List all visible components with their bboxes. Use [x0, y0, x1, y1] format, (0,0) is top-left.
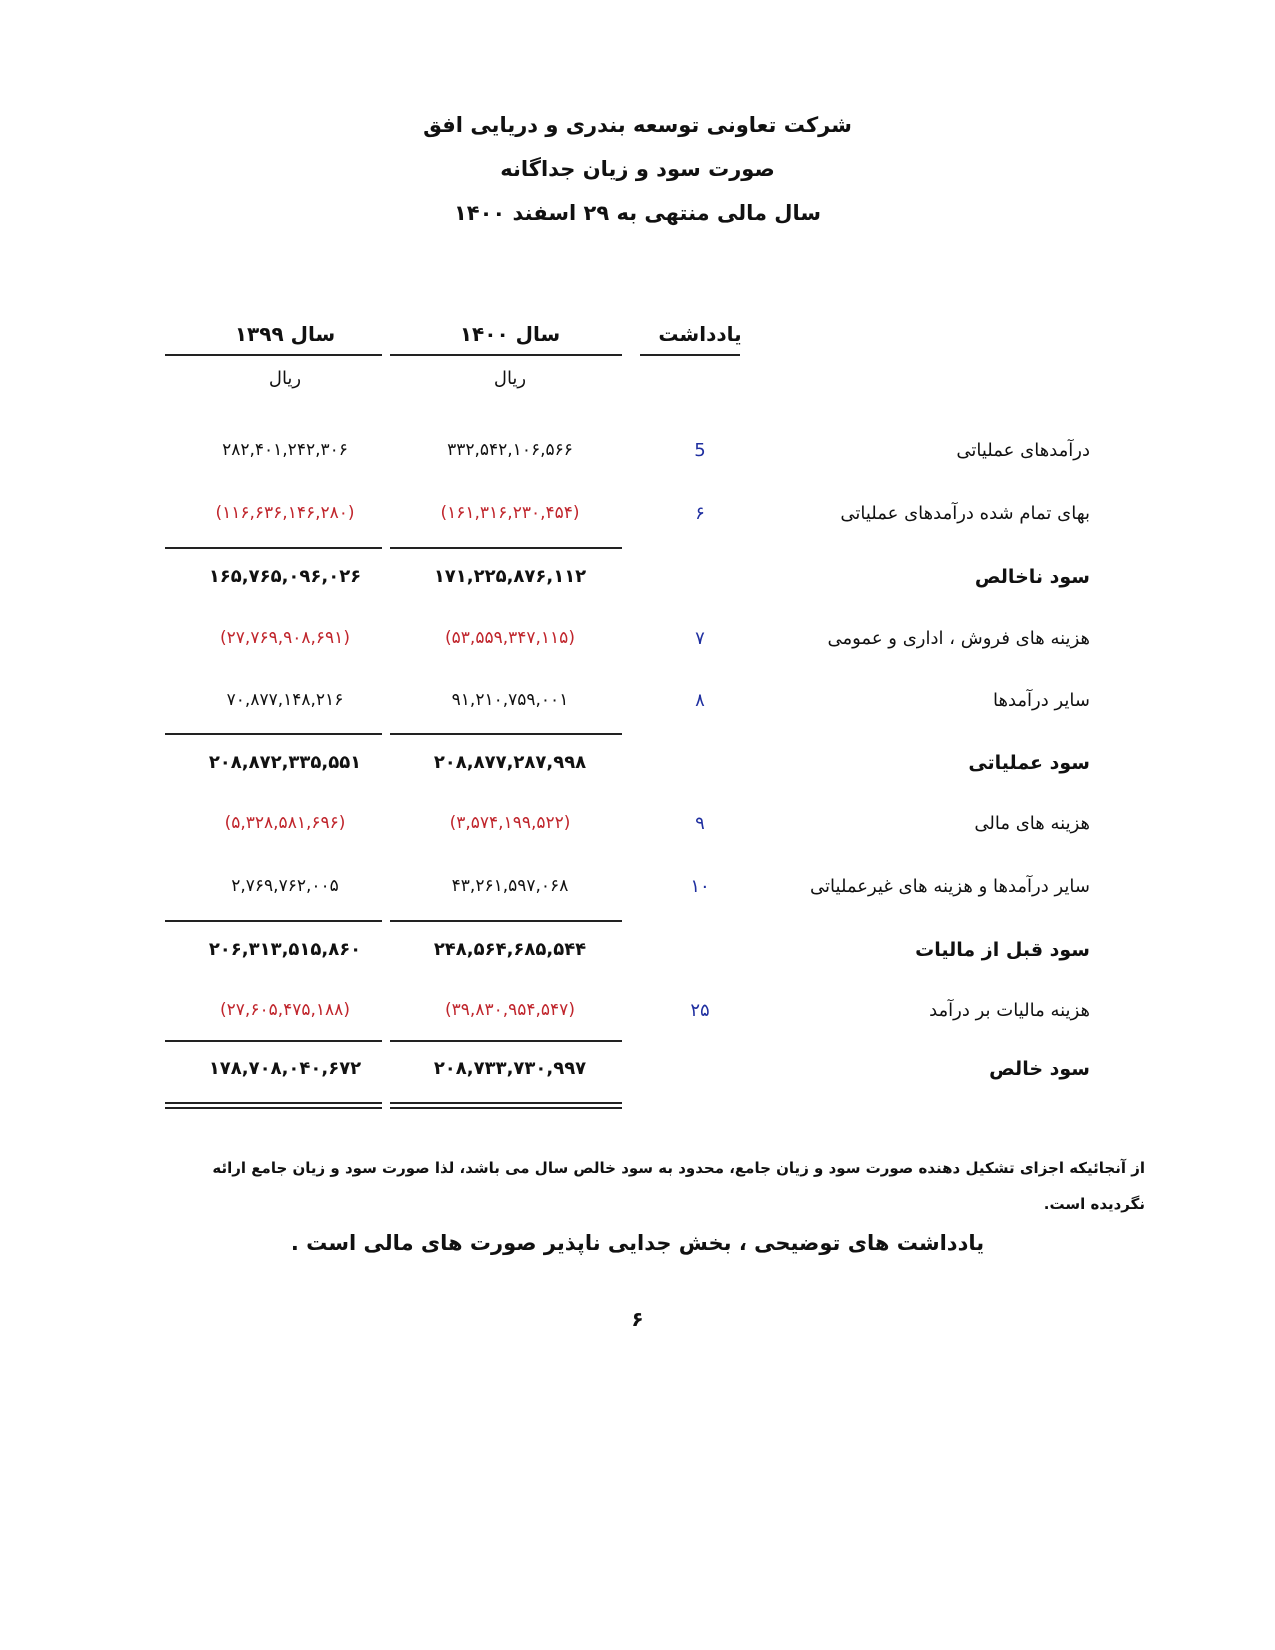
row-value-1400-selling-admin-expenses: (۵۳,۵۵۹,۳۴۷,۱۱۵) [445, 628, 575, 648]
row-label-operating-revenue: درآمدهای عملیاتی [956, 440, 1090, 461]
subtotal-rule-1399 [165, 733, 382, 735]
statement-title: صورت سود و زیان جداگانه [500, 157, 775, 181]
note-column-header: یادداشت [658, 322, 742, 346]
row-note-non-operating: ۱۰ [690, 876, 710, 897]
row-label-profit-before-tax: سود قبل از مالیات [915, 939, 1090, 961]
subtotal-rule-1399 [165, 547, 382, 549]
row-value-1400-non-operating: ۴۳,۲۶۱,۵۹۷,۰۶۸ [451, 876, 569, 896]
subtotal-rule-1399 [165, 920, 382, 922]
row-label-non-operating: سایر درآمدها و هزینه های غیرعملیاتی [810, 876, 1090, 897]
row-value-1399-other-income: ۷۰,۸۷۷,۱۴۸,۲۱۶ [226, 690, 344, 710]
row-value-1400-income-tax: (۳۹,۸۳۰,۹۵۴,۵۴۷) [445, 1000, 575, 1020]
year-1399-unit: ریال [268, 368, 302, 389]
total-double-rule-1400 [390, 1102, 622, 1109]
row-label-operating-profit: سود عملیاتی [968, 752, 1090, 774]
row-note-other-income: ۸ [695, 690, 705, 711]
notes-statement: یادداشت های توضیحی ، بخش جدایی ناپذیر صورت های مالی است . [290, 1231, 985, 1255]
row-value-1400-operating-profit: ۲۰۸,۸۷۷,۲۸۷,۹۹۸ [433, 752, 587, 773]
subtotal-rule-1399 [165, 1040, 382, 1042]
subtotal-rule-1400 [390, 733, 622, 735]
row-value-1399-finance-costs: (۵,۳۲۸,۵۸۱,۶۹۶) [224, 813, 346, 833]
row-value-1400-finance-costs: (۳,۵۷۴,۱۹۹,۵۲۲) [449, 813, 571, 833]
row-label-gross-profit: سود ناخالص [974, 566, 1090, 588]
row-value-1399-income-tax: (۲۷,۶۰۵,۴۷۵,۱۸۸) [220, 1000, 350, 1020]
row-value-1399-net-profit: ۱۷۸,۷۰۸,۰۴۰,۶۷۲ [208, 1058, 362, 1079]
period-title: سال مالی منتهی به ۲۹ اسفند ۱۴۰۰ [453, 201, 822, 225]
row-note-finance-costs: ۹ [695, 813, 705, 834]
page-number: ۶ [631, 1307, 644, 1331]
row-note-selling-admin-expenses: ۷ [695, 628, 705, 649]
note-header-rule [640, 354, 740, 356]
row-value-1399-selling-admin-expenses: (۲۷,۷۶۹,۹۰۸,۶۹۱) [220, 628, 350, 648]
row-value-1400-profit-before-tax: ۲۴۸,۵۶۴,۶۸۵,۵۴۴ [433, 939, 587, 960]
row-value-1399-non-operating: ۲,۷۶۹,۷۶۲,۰۰۵ [231, 876, 339, 896]
year-1400-unit: ریال [493, 368, 527, 389]
year-1399-header-rule [165, 354, 382, 356]
subtotal-rule-1400 [390, 920, 622, 922]
year-1400-header-rule [390, 354, 622, 356]
row-value-1399-operating-profit: ۲۰۸,۸۷۲,۳۳۵,۵۵۱ [208, 752, 362, 773]
row-value-1400-cost-of-revenue: (۱۶۱,۳۱۶,۲۳۰,۴۵۴) [440, 503, 580, 523]
row-value-1399-gross-profit: ۱۶۵,۷۶۵,۰۹۶,۰۲۶ [208, 566, 362, 587]
row-label-income-tax: هزینه مالیات بر درآمد [929, 1000, 1090, 1021]
subtotal-rule-1400 [390, 1040, 622, 1042]
row-note-cost-of-revenue: ۶ [695, 503, 705, 524]
row-value-1400-gross-profit: ۱۷۱,۲۲۵,۸۷۶,۱۱۲ [433, 566, 587, 587]
year-1399-header: سال ۱۳۹۹ [234, 322, 336, 346]
comprehensive-income-footnote: از آنجائیکه اجزای تشکیل دهنده صورت سود و زیان جامع، محدود به سود خالص سال می باشد، لذا صورت سود و زیان جامع ارائه نگردیده است. [212, 1159, 1145, 1213]
row-note-operating-revenue: 5 [694, 440, 706, 461]
row-label-finance-costs: هزینه های مالی [974, 813, 1090, 834]
row-value-1400-other-income: ۹۱,۲۱۰,۷۵۹,۰۰۱ [451, 690, 569, 710]
company-name: شرکت تعاونی توسعه بندری و دریایی افق [423, 113, 852, 137]
row-value-1400-net-profit: ۲۰۸,۷۳۳,۷۳۰,۹۹۷ [433, 1058, 587, 1079]
row-value-1400-operating-revenue: ۳۳۲,۵۴۲,۱۰۶,۵۶۶ [447, 440, 573, 460]
row-label-net-profit: سود خالص [989, 1058, 1090, 1080]
total-double-rule-1399 [165, 1102, 382, 1109]
row-label-selling-admin-expenses: هزینه های فروش ، اداری و عمومی [827, 628, 1090, 649]
row-value-1399-operating-revenue: ۲۸۲,۴۰۱,۲۴۲,۳۰۶ [222, 440, 348, 460]
row-note-income-tax: ۲۵ [690, 1000, 710, 1021]
row-label-cost-of-revenue: بهای تمام شده درآمدهای عملیاتی [840, 503, 1090, 524]
row-value-1399-cost-of-revenue: (۱۱۶,۶۳۶,۱۴۶,۲۸۰) [215, 503, 355, 523]
year-1400-header: سال ۱۴۰۰ [459, 322, 561, 346]
row-value-1399-profit-before-tax: ۲۰۶,۳۱۳,۵۱۵,۸۶۰ [208, 939, 362, 960]
subtotal-rule-1400 [390, 547, 622, 549]
row-label-other-income: سایر درآمدها [992, 690, 1090, 711]
